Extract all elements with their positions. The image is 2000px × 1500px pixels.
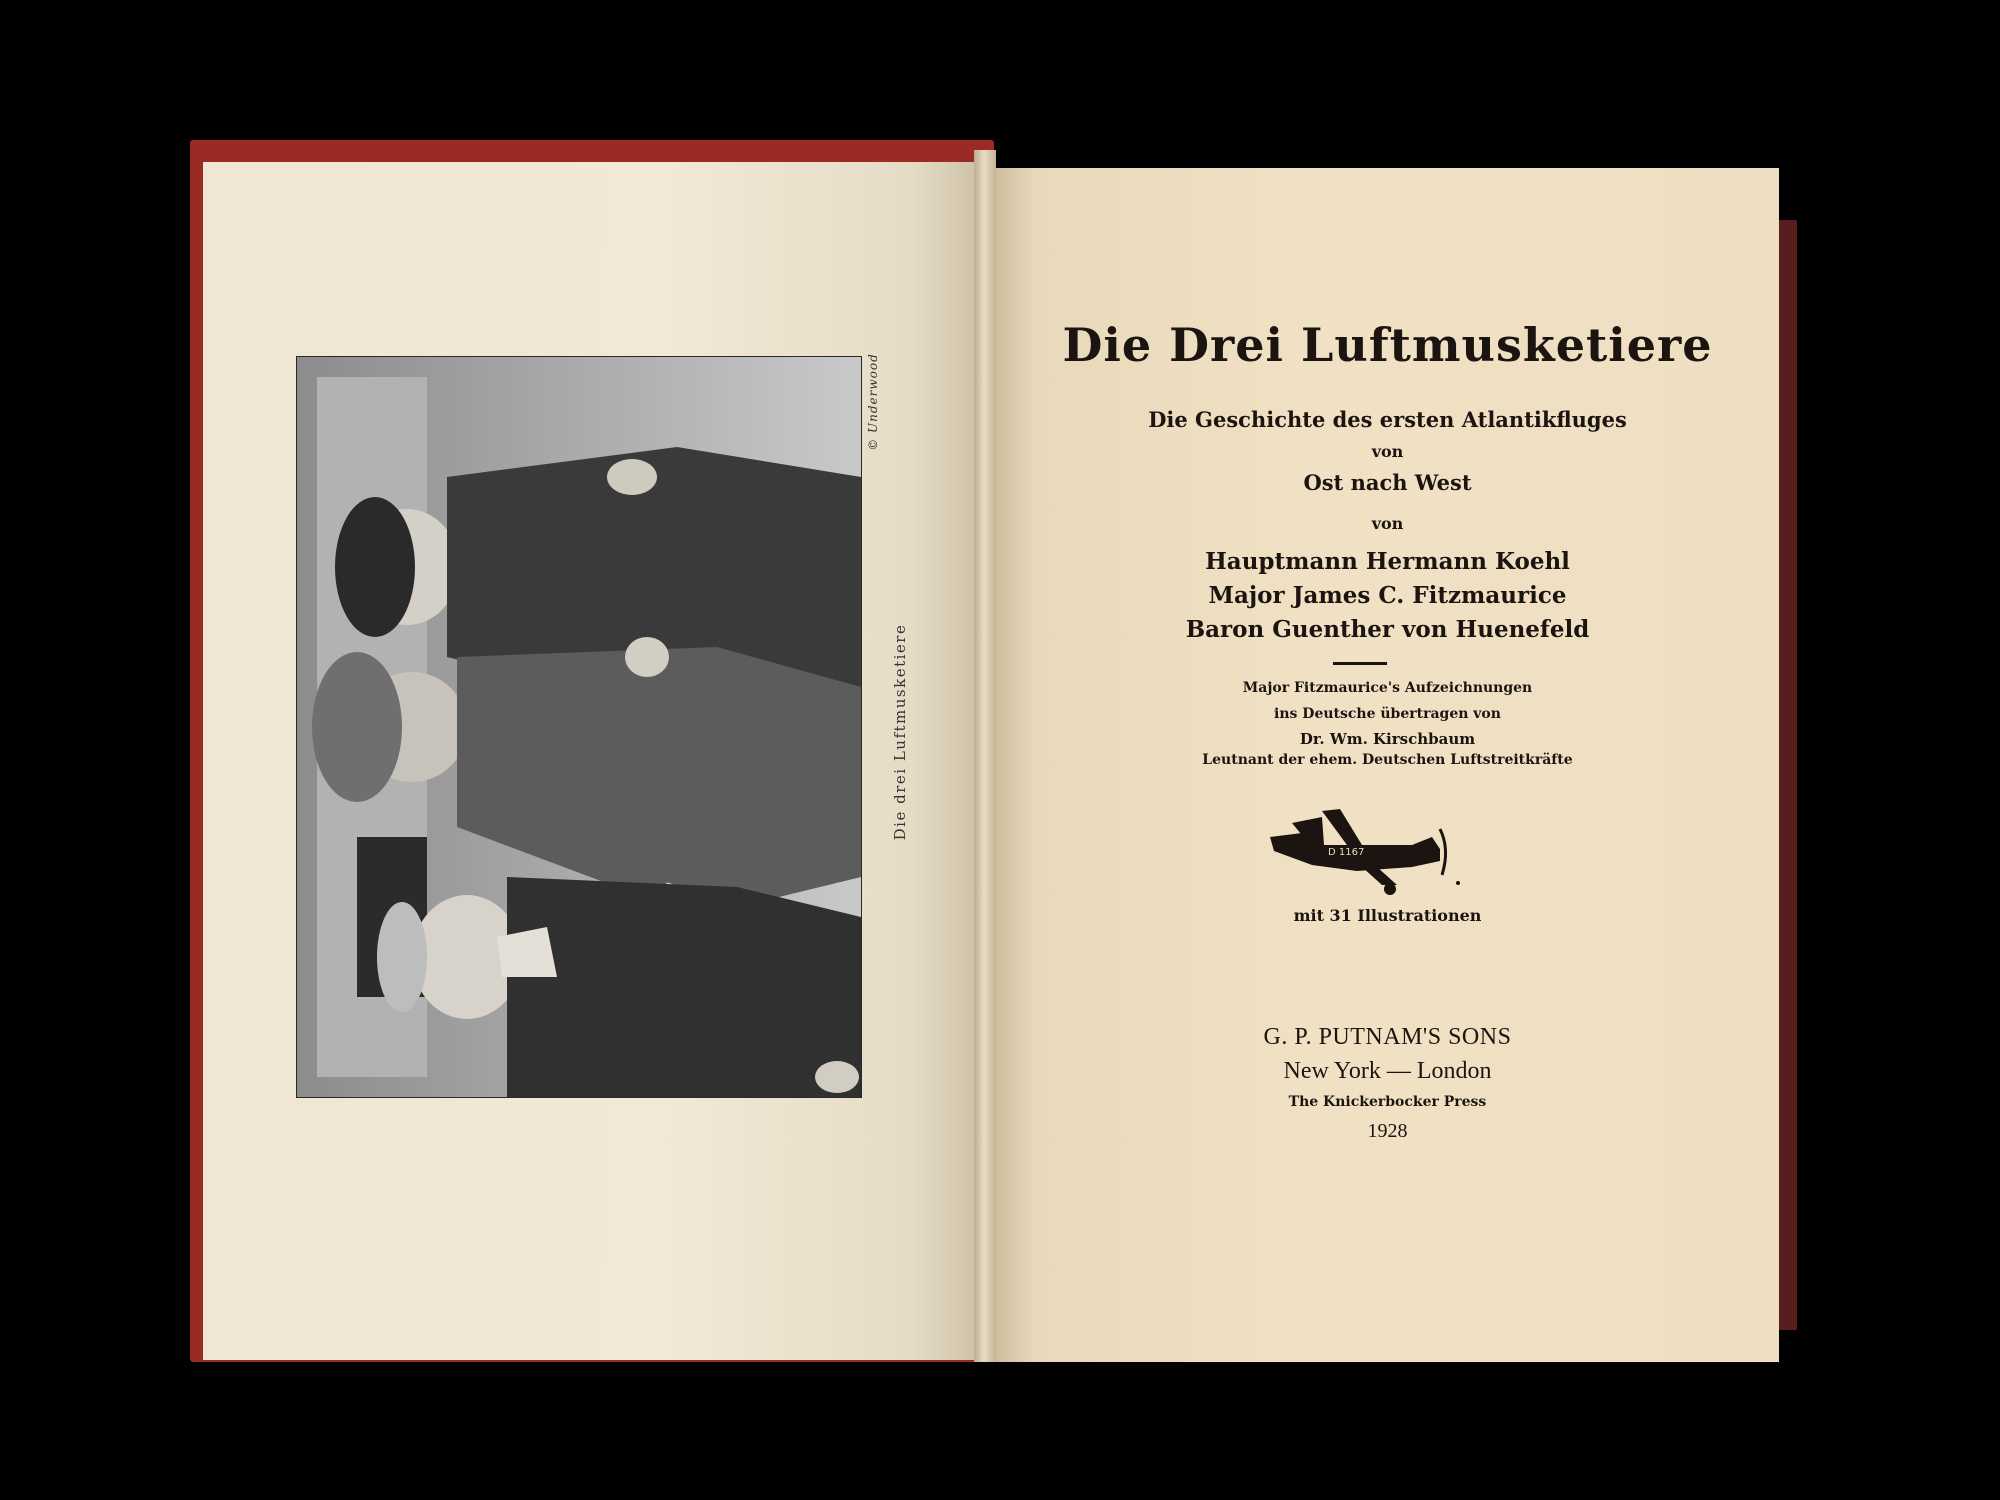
author-1: Hauptmann Hermann Koehl — [1205, 548, 1570, 575]
translator-name: Dr. Wm. Kirschbaum — [1299, 730, 1476, 748]
direction-line: Ost nach West — [1303, 470, 1472, 495]
publisher-cities: New York — London — [1283, 1058, 1492, 1084]
plane-registration: D 1167 — [1328, 847, 1365, 858]
von-line-2: von — [1371, 514, 1404, 533]
translation-note-2: ins Deutsche übertragen von — [1274, 706, 1501, 722]
frontispiece-caption: Die drei Luftmusketiere — [891, 623, 909, 841]
photo-credit: © Underwood — [866, 353, 880, 451]
press-name: The Knickerbocker Press — [1288, 1094, 1487, 1110]
illustrations-note: mit 31 Illustrationen — [1293, 906, 1482, 925]
author-2: Major James C. Fitzmaurice — [1208, 582, 1567, 609]
book-subtitle: Die Geschichte des ersten Atlantikfluges — [1148, 407, 1627, 432]
publisher-name: G. P. PUTNAM'S SONS — [1263, 1024, 1512, 1050]
author-3: Baron Guenther von Huenefeld — [1185, 616, 1590, 643]
translation-note-1: Major Fitzmaurice's Aufzeichnungen — [1242, 680, 1533, 696]
book-title: Die Drei Luftmusketiere — [1062, 318, 1713, 372]
airplane-icon — [1262, 805, 1462, 905]
frontispiece-photo — [296, 356, 862, 1098]
divider-rule — [1333, 662, 1387, 665]
translator-rank: Leutnant der ehem. Deutschen Luftstreitkräfte — [1202, 752, 1573, 768]
book-gutter — [974, 150, 996, 1362]
von-line-1: von — [1371, 442, 1404, 461]
publication-year: 1928 — [1367, 1120, 1408, 1142]
